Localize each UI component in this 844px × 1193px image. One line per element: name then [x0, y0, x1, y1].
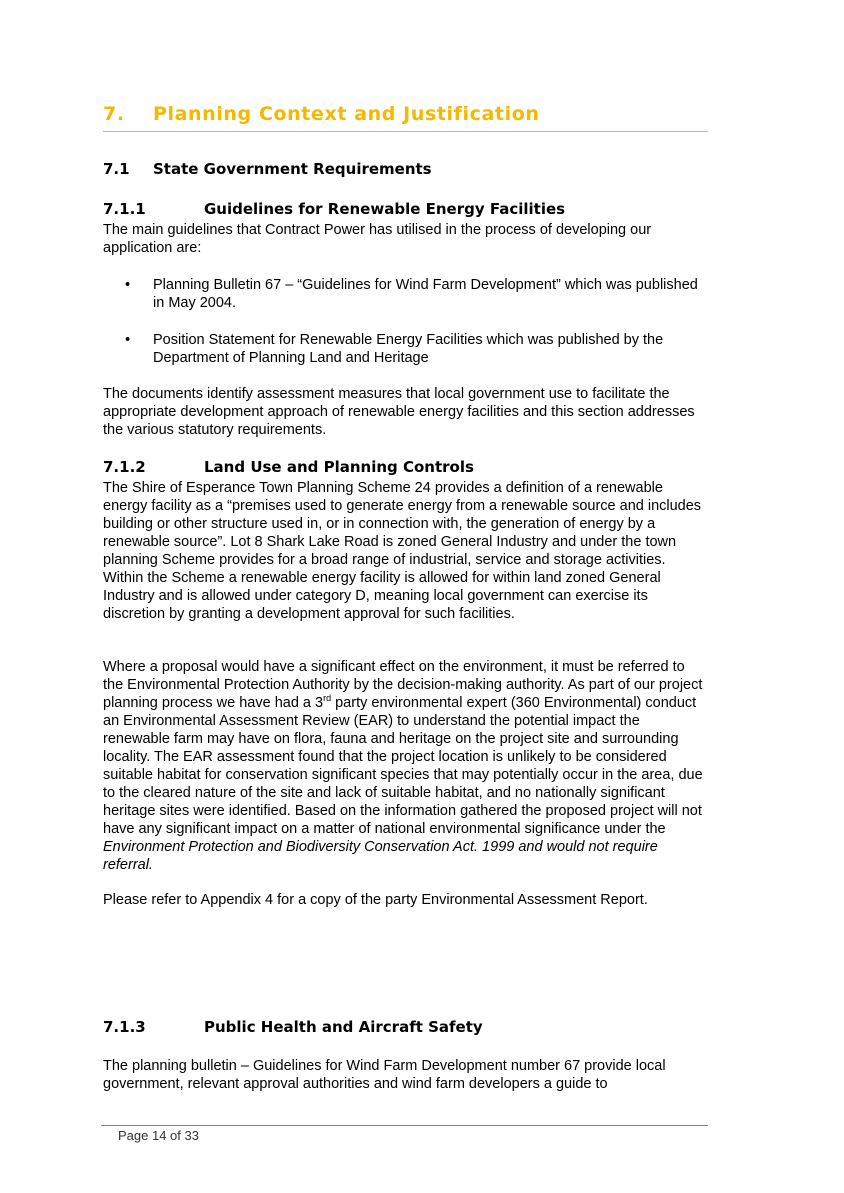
chapter-number: 7.	[103, 103, 125, 125]
paragraph-7-1-1-intro: The main guidelines that Contract Power has utilised in the process of developing our application are:	[103, 222, 652, 256]
subsection-heading-7-1-3	[103, 1018, 483, 1036]
bullet-icon: •	[125, 277, 131, 293]
act-title: Environment Protection and Biodiversity Conservation Act. 1999 and would not require referral.	[103, 839, 658, 873]
chapter-title: Planning Context and Justification	[153, 103, 540, 125]
subsection-number: 7.1.3	[103, 1018, 146, 1036]
paragraph-7-1-2-second	[103, 658, 708, 874]
list-item-text: Planning Bulletin 67 – “Guidelines for Wind Farm Development” which was published in May 2004.	[153, 277, 698, 311]
section-number: 7.1	[103, 160, 130, 178]
paragraph-text: Where a proposal would have a significant effect on the environment, it must be referred to the Environmental Protection Authority by the decision-making authority. As part of our project planning process we have had a 3	[103, 659, 703, 711]
subsection-title: Land Use and Planning Controls	[204, 458, 474, 476]
footer-divider	[101, 1125, 708, 1126]
ordinal-suffix: rd	[323, 693, 332, 704]
paragraph-7-1-2-first: The Shire of Esperance Town Planning Scheme 24 provides a definition of a renewable energy facility as a “premises used to generate energy from a renewable source and includes building or other structure used in, or in connection with, the generation of energy by a renewable source”. Lot 8 Shark Lake Road is zoned General Industry and under the town planning Scheme provides for a broad range of industrial, service and storage activities. Within the Scheme a renewable energy facility is allowed for within land zoned General Industry and is allowed under category D, meaning local government can exercise its discretion by granting a development approval for such facilities.	[103, 480, 702, 622]
subsection-number: 7.1.2	[103, 458, 146, 476]
subsection-title: Guidelines for Renewable Energy Facilities	[204, 200, 566, 218]
bullet-icon: •	[125, 332, 131, 348]
subsection-title: Public Health and Aircraft Safety	[204, 1018, 483, 1036]
section-title: State Government Requirements	[153, 160, 432, 178]
subsection-heading-7-1-1	[103, 200, 565, 218]
subsection-heading-7-1-2	[103, 458, 474, 476]
paragraph-7-1-1-closing: The documents identify assessment measures that local government use to facilitate the appropriate development approach of renewable energy facilities and this section addresses the various statutory requirements.	[103, 386, 695, 438]
paragraph-7-1-2-appendix: Please refer to Appendix 4 for a copy of the party Environmental Assessment Report.	[103, 892, 648, 908]
subsection-number: 7.1.1	[103, 200, 146, 218]
list-item-text: Position Statement for Renewable Energy Facilities which was published by the Department of Planning Land and Heritage	[153, 332, 664, 366]
chapter-heading	[103, 103, 708, 132]
paragraph-7-1-3-first: The planning bulletin – Guidelines for Wind Farm Development number 67 provide local government, relevant approval authorities and wind farm developers a guide to	[103, 1058, 666, 1092]
paragraph-text: party environmental expert (360 Environmental) conduct an Environmental Assessment Review (EAR) to understand the potential impact the renewable farm may have on flora, fauna and heritage on the project site and surrounding locality. The EAR assessment found that the project location is unlikely to be considered suitable habitat for conservation significant species that may potentially occur in the area, due to the cleared nature of the site and lack of suitable habitat, and no nationally significant heritage sites were identified. Based on the information gathered the proposed project will not have any significant impact on a matter of national environmental significance under the	[103, 695, 703, 837]
section-heading-7-1	[103, 160, 432, 178]
page-number: Page 14 of 33	[118, 1128, 199, 1143]
